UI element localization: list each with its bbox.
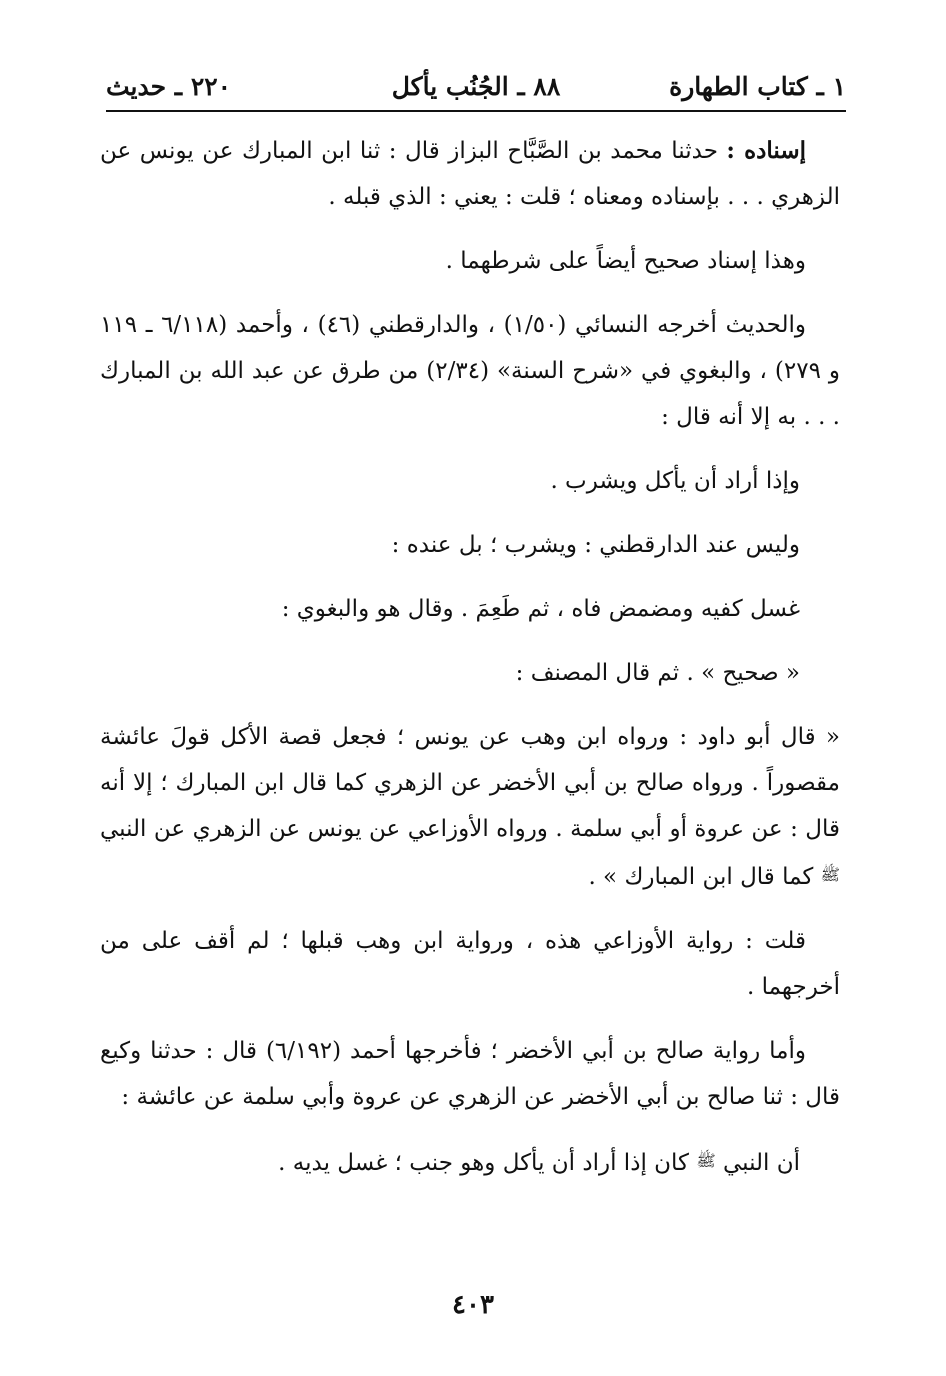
isnad-paragraph (100, 128, 840, 220)
header-book-title: ١ ـ كتاب الطهارة (669, 72, 846, 101)
variant-line-2: وليس عند الدارقطني : ويشرب ؛ بل عنده : (391, 532, 800, 558)
abu-dawud-quote (100, 714, 840, 900)
variant-line-1: وإذا أراد أن يأكل ويشرب . (550, 468, 800, 494)
hadith-text (100, 1138, 840, 1186)
hadith-text-b: كان إذا أراد أن يأكل وهو جنب ؛ غسل يديه . (278, 1150, 697, 1176)
variant-line-3: غسل كفيه ومضمض فاه ، ثم طَعِمَ . وقال هو والبغوي : (281, 596, 800, 622)
quote-text: « قال أبو داود : ورواه ابن وهب عن يونس ؛ فجعل قصة الأكل قولَ عائشة مقصوراً . ورواه صالح بن أبي الأخضر عن الزهري كما قال ابن المبارك ؛ إلا أنه قال : عن عروة أو أبي سلمة . ورواه الأوزاعي عن يونس عن الزهري عن النبي (100, 724, 840, 842)
running-header (106, 70, 846, 110)
isnad-text: حدثنا محمد بن الصَّبَّاح البزاز قال : ثنا ابن المبارك عن يونس عن الزهري . . . بإسناده ومعناه ؛ قلت : يعني : الذي قبله . (100, 138, 840, 210)
takhrij-paragraph: والحديث أخرجه النسائي (١/٥٠) ، والدارقطني (٤٦) ، وأحمد (٦/١١٨ ـ ١١٩ و ٢٧٩) ، والبغوي في «شرح السنة» (٢/٣٤) من طرق عن عبد الله بن المبارك . . . به إلا أنه قال : (100, 312, 841, 430)
page-number: ٤٠٣ (452, 1290, 494, 1320)
isnad-label: إسناده : (726, 137, 806, 164)
comment-paragraph: قلت : رواية الأوزاعي هذه ، ورواية ابن وهب قبلها ؛ لم أقف على من أخرجهما . (100, 928, 840, 1000)
salla-glyph-2: ﷺ (696, 1151, 716, 1170)
salla-glyph: ﷺ (820, 865, 840, 884)
header-rule (106, 110, 846, 112)
header-chapter-title: ٨٨ ـ الجُنُب يأكل (391, 72, 561, 101)
hadith-text-a: أن النبي (715, 1150, 800, 1176)
ahmad-paragraph: وأما رواية صالح بن أبي الأخضر ؛ فأخرجها أحمد (٦/١٩٢) قال : حدثنا وكيع قال : ثنا صالح بن أبي الأخضر عن الزهري عن عروة وأبي سلمة عن عائشة : (100, 1038, 840, 1110)
variant-line-4: « صحيح » . ثم قال المصنف : (515, 660, 800, 686)
grading-paragraph: وهذا إسناد صحيح أيضاً على شرطهما . (445, 248, 806, 274)
quote-end: كما قال ابن المبارك » . (588, 864, 821, 890)
main-text (100, 128, 840, 1204)
header-hadith-number: ٢٢٠ ـ حديث (106, 72, 232, 101)
